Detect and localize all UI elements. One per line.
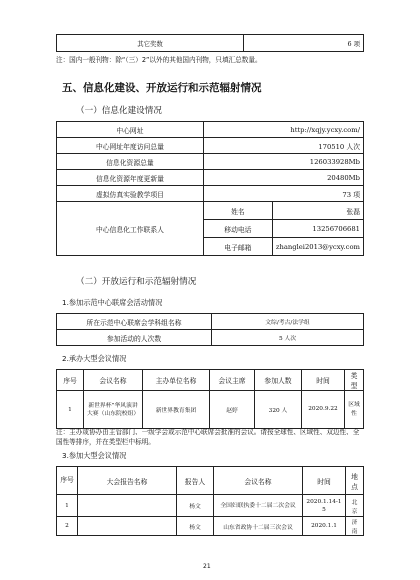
- cell-time: 2020.9.22: [302, 391, 345, 429]
- info-label: 信息化资源年度更新量: [57, 170, 204, 186]
- table-header-row: [57, 370, 364, 391]
- table-row: [57, 391, 364, 429]
- table-row: [57, 330, 364, 346]
- cell-count: 320 人: [255, 391, 302, 429]
- awards-note: 注：国内一般刊物：除“（三）2”以外的其他国内刊物，只填汇总数量。: [56, 56, 262, 64]
- cell-org: 新世界教育集团: [143, 391, 210, 429]
- header-cell: 报告人: [177, 467, 214, 495]
- cell-no: 1: [57, 391, 84, 429]
- info-value: 170510 人次: [203, 138, 363, 154]
- info-label: 虚拟仿真实验教学项目: [57, 186, 204, 202]
- cell-place: 济南: [346, 517, 364, 536]
- info-value: 126033928Mb: [203, 154, 363, 170]
- table-row: [57, 495, 364, 517]
- page-number: 21: [203, 563, 211, 570]
- alliance-value: 5 人次: [212, 330, 364, 346]
- cell-report-title: [78, 517, 177, 536]
- cell-reporter: 杨文: [177, 517, 214, 536]
- cell-time: 2020.1.14-15: [303, 495, 346, 517]
- contact-value: 张磊: [272, 202, 363, 220]
- header-cell: 序号: [57, 467, 78, 495]
- cell-place: 北京: [346, 495, 364, 517]
- awards-table: [56, 34, 364, 52]
- subsection-1-title: （一）信息化建设情况: [76, 106, 162, 116]
- header-cell: 时间: [303, 467, 346, 495]
- table-row: [57, 186, 364, 202]
- contact-label: 中心信息化工作联系人: [57, 202, 204, 256]
- table-row: [57, 122, 364, 138]
- item-1-title: 1.参加示范中心联席会活动情况: [62, 298, 163, 307]
- header-cell: 主办单位名称: [143, 370, 210, 391]
- alliance-label: 参加活动的人次数: [57, 330, 212, 346]
- header-cell: 大会报告名称: [78, 467, 177, 495]
- table-row: [57, 35, 364, 52]
- header-cell: 地点: [346, 467, 364, 495]
- contact-key: 移动电话: [203, 220, 272, 238]
- header-cell: 类型: [345, 370, 364, 391]
- cell-chair: 赵婷: [210, 391, 255, 429]
- hosted-meetings-note: 注：主办或协办由主管部门、一级学会或示范中心联席会批准的会议。请按全球性、区域性、双边性、全国性等排序，并在类型栏中标明。: [56, 428, 360, 446]
- awards-label: 其它奖数: [57, 35, 244, 52]
- table-row: [57, 202, 364, 220]
- item-2-title: 2.承办大型会议情况: [62, 354, 127, 363]
- table-row: [57, 517, 364, 536]
- cell-meeting: 全国妇联执委十二届二次会议: [214, 495, 303, 517]
- section-5-title: 五、信息化建设、开放运行和示范辐射情况: [62, 82, 262, 94]
- cell-meeting: 山东省政协十二届三次会议: [214, 517, 303, 536]
- awards-value: 6 项: [244, 35, 364, 52]
- cell-type: 区域性: [345, 391, 364, 429]
- alliance-table: [56, 313, 364, 346]
- table-row: [57, 138, 364, 154]
- header-cell: 会议名称: [214, 467, 303, 495]
- header-cell: 序号: [57, 370, 84, 391]
- alliance-label: 所在示范中心联席会学科组名称: [57, 314, 212, 330]
- contact-key: 姓名: [203, 202, 272, 220]
- contact-key: 电子邮箱: [203, 238, 272, 256]
- table-row: [57, 170, 364, 186]
- table-row: [57, 314, 364, 330]
- header-cell: 时间: [302, 370, 345, 391]
- info-label: 中心网址年度访问总量: [57, 138, 204, 154]
- info-table: [56, 121, 364, 256]
- info-value: http://xqjy.ycxy.com/: [203, 122, 363, 138]
- contact-value: zhanglei2013@ycxy.com: [272, 238, 363, 256]
- cell-no: 2: [57, 517, 78, 536]
- hosted-meetings-table: [56, 369, 364, 429]
- info-value: 73 项: [203, 186, 363, 202]
- contact-value: 13256706681: [272, 220, 363, 238]
- cell-meeting-name: 新世界杯”华风演讲大赛（山东院校组）: [84, 391, 143, 429]
- header-cell: 会议主席: [210, 370, 255, 391]
- header-cell: 参加人数: [255, 370, 302, 391]
- cell-report-title: [78, 495, 177, 517]
- table-row: [57, 154, 364, 170]
- info-label: 中心网址: [57, 122, 204, 138]
- attended-meetings-table: [56, 466, 364, 536]
- cell-no: 1: [57, 495, 78, 517]
- item-3-title: 3.参加大型会议情况: [62, 451, 127, 460]
- cell-time: 2020.1.1: [303, 517, 346, 536]
- info-value: 20480Mb: [203, 170, 363, 186]
- cell-reporter: 杨文: [177, 495, 214, 517]
- alliance-value: 文综/考古/法学组: [212, 314, 364, 330]
- subsection-2-title: （二）开放运行和示范辐射情况: [76, 277, 197, 287]
- info-label: 信息化资源总量: [57, 154, 204, 170]
- table-header-row: [57, 467, 364, 495]
- header-cell: 会议名称: [84, 370, 143, 391]
